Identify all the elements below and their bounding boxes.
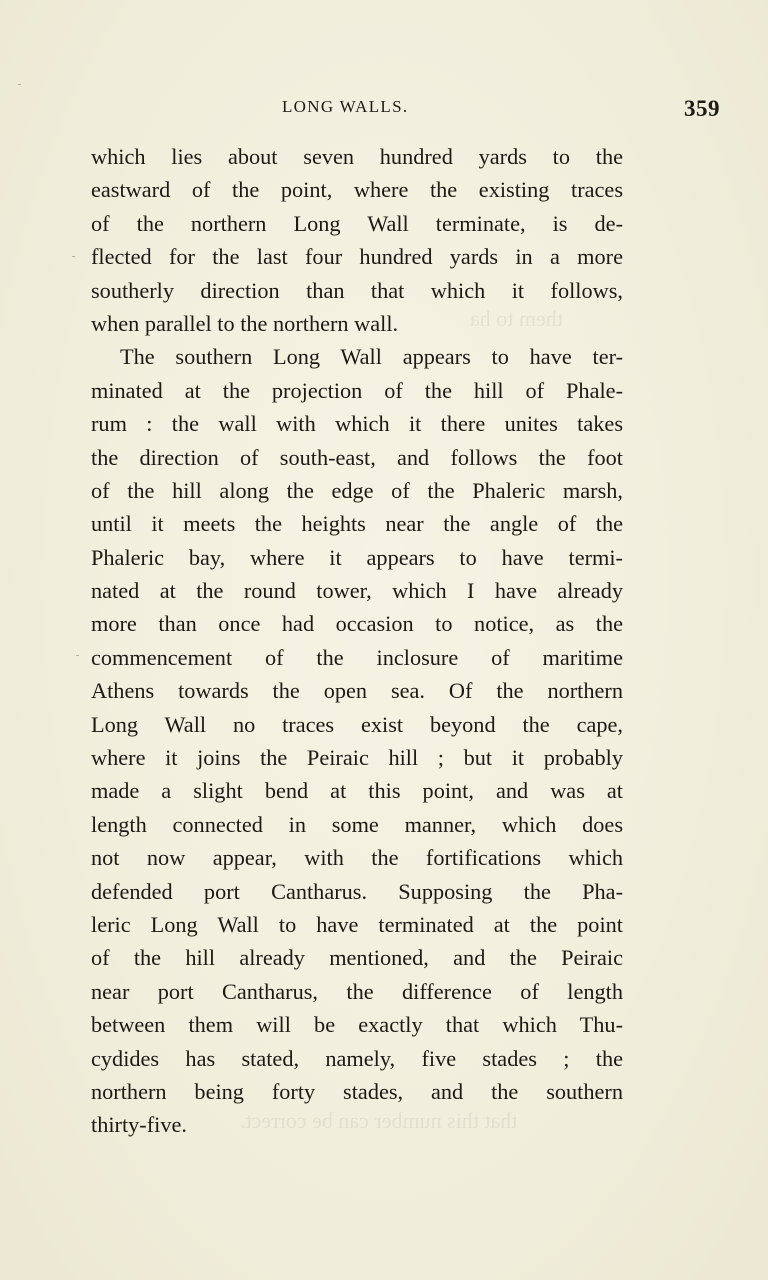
text-line: defended port Cantharus. Supposing the Pha- (91, 878, 623, 904)
text-line: of the northern Long Wall terminate, is de- (91, 210, 623, 236)
text-line: thirty-five. (91, 1112, 187, 1138)
text-line: more than once had occasion to notice, as the (91, 611, 623, 637)
paper-speck (76, 655, 79, 656)
text-line: until it meets the heights near the angle of the (91, 511, 623, 537)
bleed-through-text: them to ha (470, 306, 563, 331)
page-number: 359 (684, 96, 720, 121)
paper-speck (72, 256, 75, 257)
text-line: eastward of the point, where the existing traces (91, 177, 623, 203)
running-title: LONG WALLS. (282, 97, 409, 116)
text-line: near port Cantharus, the difference of length (91, 978, 623, 1004)
text-line: where it joins the Peiraic hill ; but it probably (91, 745, 623, 771)
text-line: minated at the projection of the hill of Phale- (91, 377, 623, 403)
text-line: cydides has stated, namely, five stades ; the (91, 1045, 623, 1071)
text-line: southerly direction than that which it follows, (91, 277, 623, 303)
text-line: made a slight bend at this point, and was at (91, 778, 623, 804)
text-line: when parallel to the northern wall. (91, 310, 399, 336)
text-line: The southern Long Wall appears to have ter- (120, 344, 623, 370)
body-text (91, 140, 623, 1142)
text-line: rum : the wall with which it there unites takes (91, 411, 623, 437)
paper-speck (18, 84, 21, 85)
text-line: Phaleric bay, where it appears to have termi- (91, 544, 623, 570)
text-line: leric Long Wall to have terminated at the point (91, 911, 623, 937)
text-line: Athens towards the open sea. Of the northern (91, 678, 623, 704)
bleed-through-text: that this number can be correct. (240, 1108, 518, 1133)
text-line: commencement of the inclosure of maritime (91, 644, 623, 670)
text-line: nated at the round tower, which I have already (91, 578, 623, 604)
text-line: which lies about seven hundred yards to the (91, 144, 623, 169)
text-line: the direction of south-east, and follows the foot (91, 444, 623, 470)
text-line: between them will be exactly that which Thu- (91, 1012, 623, 1038)
text-line: Long Wall no traces exist beyond the cape, (91, 711, 623, 737)
text-line: of the hill along the edge of the Phaleric marsh, (91, 477, 623, 503)
text-line: flected for the last four hundred yards in a more (91, 244, 623, 270)
text-line: of the hill already mentioned, and the Peiraic (91, 945, 623, 971)
text-line: northern being forty stades, and the southern (91, 1078, 623, 1104)
text-line: length connected in some manner, which does (91, 811, 623, 837)
text-line: not now appear, with the fortifications which (91, 845, 623, 871)
